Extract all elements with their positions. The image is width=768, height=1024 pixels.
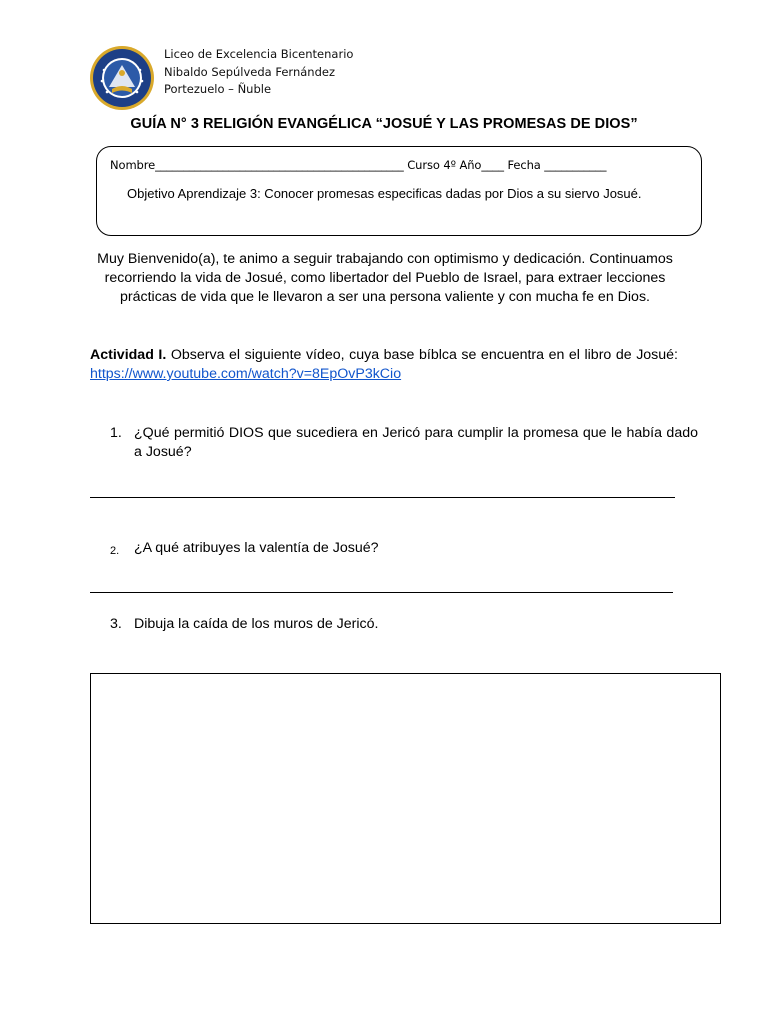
question-2 [110, 539, 698, 559]
document-title: GUÍA N° 3 RELIGIÓN EVANGÉLICA “JOSUÉ Y LAS PROMESAS DE DIOS” [130, 116, 638, 132]
school-location: Portezuelo – Ñuble [164, 82, 272, 96]
school-founder: Nibaldo Sepúlveda Fernández [164, 64, 335, 79]
activity-paragraph [90, 346, 678, 384]
activity-text: Observa el siguiente vídeo, cuya base bíblca se encuentra en el libro de Josué: [166, 347, 678, 363]
question-number: 1. [110, 425, 122, 441]
question-text: ¿A qué atribuyes la valentía de Josué? [134, 540, 379, 556]
school-info [164, 46, 353, 99]
question-number: 3. [110, 616, 122, 632]
school-name: Liceo de Excelencia Bicentenario [164, 47, 354, 61]
question-3 [110, 615, 698, 635]
question-text: ¿Qué permitió DIOS que sucediera en Jericó para cumplir la promesa que le había dado a Josué? [134, 425, 698, 460]
answer-line-1[interactable] [90, 497, 675, 498]
learning-objective: Objetivo Aprendizaje 3: Conocer promesas especificas dadas por Dios a su siervo Josué. [127, 186, 642, 201]
question-1 [110, 424, 698, 464]
school-logo [89, 45, 155, 111]
student-fields-line[interactable]: Nombre____________________________________________ Curso 4º Año____ Fecha ___________ [110, 158, 607, 172]
question-number: 2. [110, 545, 120, 557]
welcome-paragraph: Muy Bienvenido(a), te animo a seguir trabajando con optimismo y dedicación. Continuamos recorriendo la vida de Josué, como libertador del Pueblo de Israel, para extraer lecciones prácticas de vida que le llevaron a ser una persona valiente y con mucha fe en Dios. [97, 251, 673, 305]
question-text: Dibuja la caída de los muros de Jericó. [134, 616, 379, 632]
answer-line-2[interactable] [90, 592, 673, 593]
video-link[interactable]: https://www.youtube.com/watch?v=8EpOvP3kCio [90, 366, 402, 382]
activity-label: Actividad I. [90, 347, 167, 363]
drawing-area[interactable] [90, 673, 721, 924]
